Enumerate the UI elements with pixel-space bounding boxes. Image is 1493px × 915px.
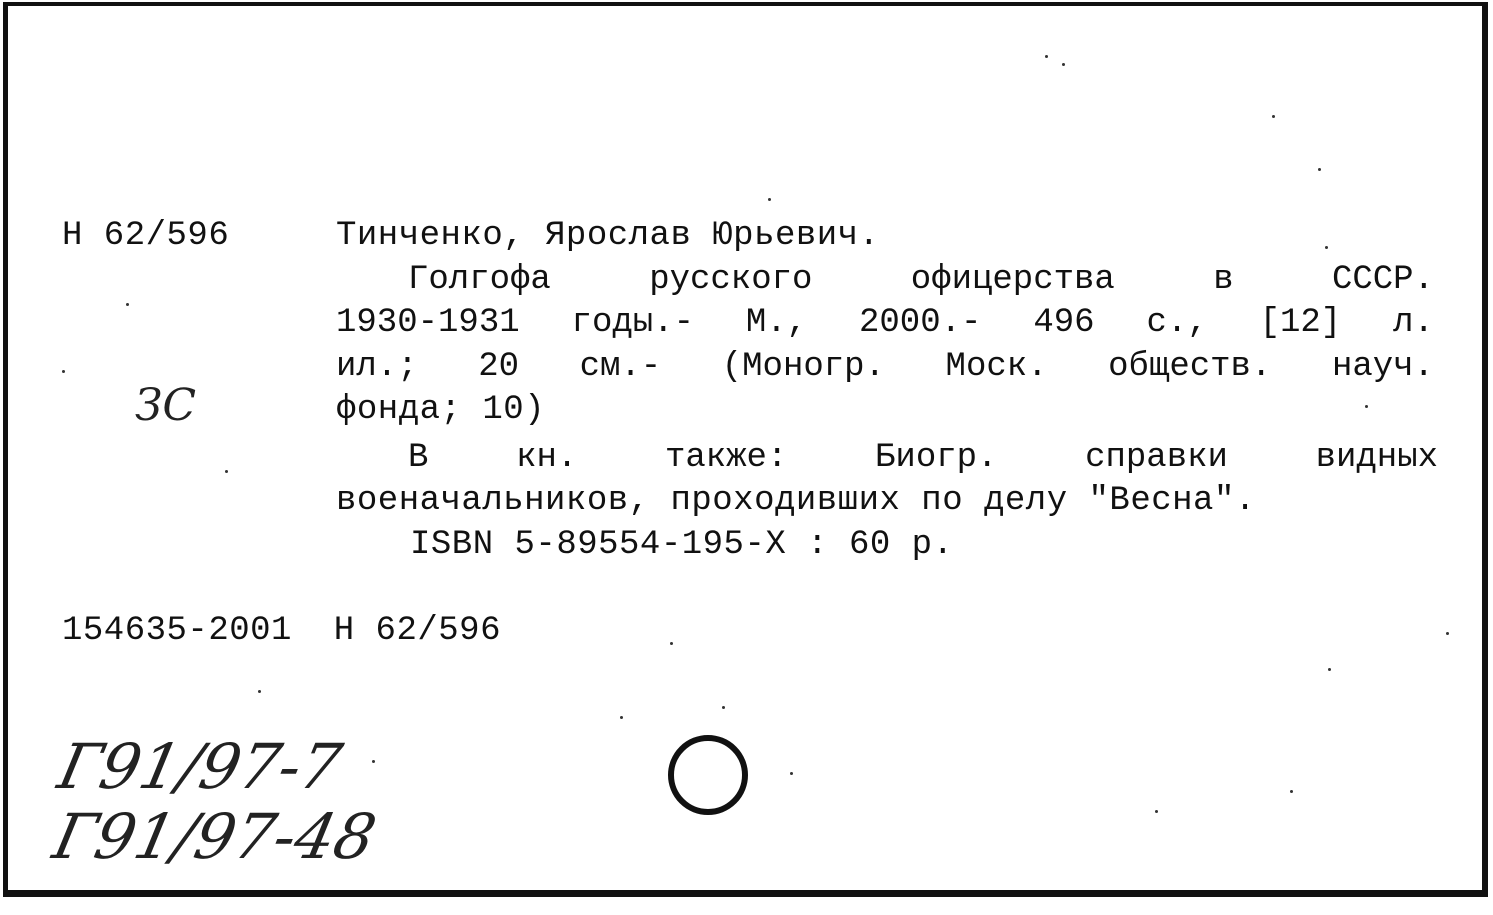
- word: справки: [1085, 439, 1228, 477]
- dust-speck: [62, 370, 65, 373]
- word: 2000.-: [859, 304, 982, 342]
- word: науч.: [1331, 348, 1434, 386]
- isbn-line: ISBN 5-89554-195-Х : 60 р.: [410, 526, 954, 564]
- word: Моск.: [945, 348, 1048, 386]
- word: Голгофа: [408, 261, 551, 299]
- word: русского: [649, 261, 813, 299]
- dust-speck: [126, 303, 129, 306]
- title-line-4: фонда; 10): [336, 391, 546, 429]
- dust-speck: [1062, 63, 1065, 66]
- word: годы.-: [571, 304, 694, 342]
- word: 1930-1931: [336, 304, 520, 342]
- dust-speck: [722, 706, 725, 709]
- dust-speck: [1365, 405, 1368, 408]
- call-number: Н 62/596: [62, 217, 230, 255]
- dust-speck: [1155, 810, 1158, 813]
- word: с.,: [1146, 304, 1208, 342]
- word: также:: [664, 439, 788, 477]
- dust-speck: [768, 198, 771, 201]
- dust-speck: [790, 772, 793, 775]
- title-line-1: [408, 260, 1434, 300]
- word: 496: [1033, 304, 1095, 342]
- title-line-3: [336, 347, 1434, 387]
- word: Биогр.: [875, 439, 998, 477]
- word: СССР.: [1331, 261, 1434, 299]
- word: В: [408, 439, 429, 477]
- dust-speck: [1318, 168, 1321, 171]
- title-line-2: [336, 303, 1434, 343]
- dust-speck: [1045, 55, 1048, 58]
- dust-speck: [258, 690, 261, 693]
- word: обществ.: [1108, 348, 1272, 386]
- word: л.: [1393, 304, 1434, 342]
- word: М.,: [745, 304, 808, 342]
- dust-speck: [620, 716, 623, 719]
- word: видных: [1315, 439, 1438, 477]
- dust-speck: [1328, 668, 1331, 671]
- dust-speck: [670, 642, 673, 645]
- dust-speck: [225, 470, 228, 473]
- note-line-1: [408, 438, 1438, 478]
- word: (Моногр.: [721, 348, 885, 386]
- handwritten-mark: ЗС: [135, 380, 197, 431]
- word: офицерства: [910, 261, 1115, 299]
- word: см.-: [579, 348, 662, 386]
- word: ил.;: [336, 348, 418, 386]
- word: 20: [478, 348, 519, 386]
- dust-speck: [1325, 246, 1328, 249]
- accession-number: 154635-2001 Н 62/596: [62, 612, 501, 650]
- dust-speck: [1446, 632, 1449, 635]
- dust-speck: [1290, 790, 1293, 793]
- word: в: [1213, 261, 1234, 299]
- author-heading: Тинченко, Ярослав Юрьевич.: [336, 217, 880, 255]
- handwritten-code-1: Г91/97-7: [52, 730, 348, 803]
- note-line-2: военачальников, проходивших по делу "Весна".: [336, 482, 1256, 520]
- word: [12]: [1259, 304, 1342, 342]
- punch-hole: [668, 735, 748, 815]
- dust-speck: [1272, 115, 1275, 118]
- handwritten-code-2: Г91/97-48: [47, 800, 383, 873]
- word: кн.: [516, 439, 578, 477]
- dust-speck: [372, 760, 375, 763]
